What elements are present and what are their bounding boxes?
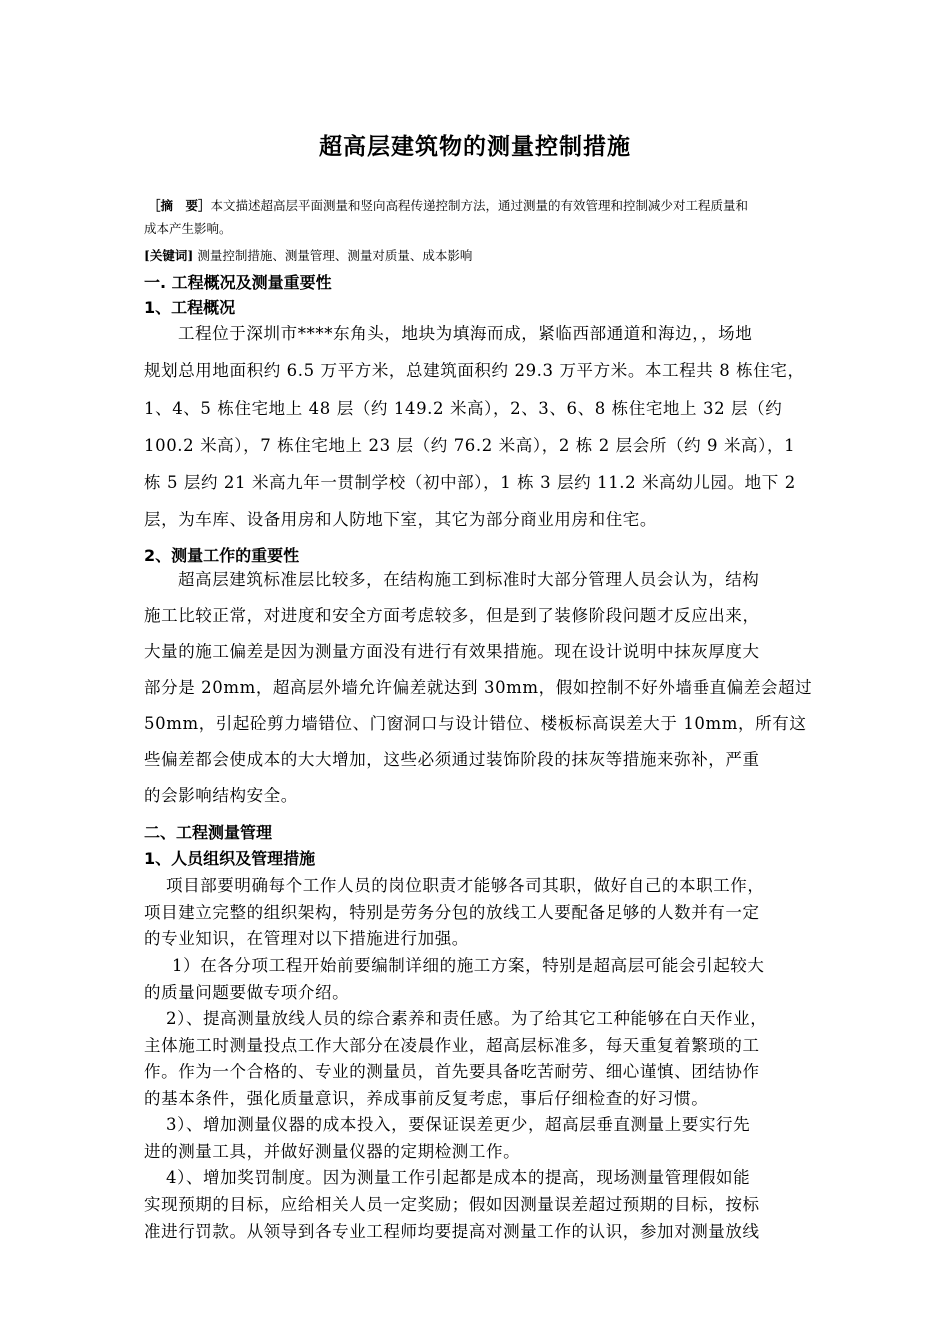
section-2-heading: 二、工程测量管理 [144,823,273,842]
paragraph-line: 的会影响结构安全。 [144,786,298,805]
section-2-1-heading: 1、人员组织及管理措施 [144,849,316,868]
paragraph-line: 部分是 20mm，超高层外墙允许偏差就达到 30mm，假如控制不好外墙垂直偏差会超过 [144,678,813,697]
paragraph-line: 主体施工时测量投点工作大部分在凌晨作业，超高层标准多，每天重复着繁琐的工 [144,1036,760,1055]
paragraph-line: 大量的施工偏差是因为测量方面没有进行有效果措施。现在设计说明中抹灰厚度大 [144,642,760,661]
paragraph-line: 的专业知识，在管理对以下措施进行加强。 [144,929,469,948]
paragraph-line: 的基本条件，强化质量意识，养成事前反复考虑，事后仔细检查的好习惯。 [144,1089,709,1108]
section-1-heading: 一. 工程概况及测量重要性 [144,273,332,292]
abstract-line-1 [148,195,748,217]
paragraph-line: 准进行罚款。从领导到各专业工程师均要提高对测量工作的认识，参加对测量放线 [144,1222,760,1241]
paragraph-line: 项目建立完整的组织架构，特别是劳务分包的放线工人要配备足够的人数并有一定 [144,903,760,922]
paragraph-line: 些偏差都会使成本的大大增加，这些必须通过装饰阶段的抹灰等措施来弥补，严重 [144,750,760,769]
paragraph-line: 50mm，引起砼剪力墙错位、门窗洞口与设计错位、楼板标高误差大于 10mm，所有这 [144,714,807,733]
paragraph-line: 超高层建筑标准层比较多，在结构施工到标准时大部分管理人员会认为，结构 [178,570,760,589]
paragraph-line: 作。作为一个合格的、专业的测量员，首先要具备吃苦耐劳、细心谨慎、团结协作 [144,1062,760,1081]
paragraph-line: 1）在各分项工程开始前要编制详细的施工方案，特别是超高层可能会引起较大 [172,956,765,975]
keywords-label: [关键词] [144,248,194,263]
page-title: 超高层建筑物的测量控制措施 [319,134,631,160]
paragraph-line: 进的测量工具，并做好测量仪器的定期检测工作。 [144,1142,521,1161]
section-1-1-heading: 1、工程概况 [144,298,236,317]
paragraph-line: 规划总用地面积约 6.5 万平方米，总建筑面积约 29.3 万平方米。本工程共 8 栋住宅， [144,361,805,380]
paragraph-line: 的质量问题要做专项介绍。 [144,983,350,1002]
paragraph-line: 2）、提高测量放线人员的综合素养和责任感。为了给其它工种能够在白天作业， [166,1009,768,1028]
paragraph-line: 实现预期的目标，应给相关人员一定奖励；假如因测量误差超过预期的目标，按标 [144,1195,760,1214]
keywords-text: 测量控制措施、测量管理、测量对质量、成本影响 [197,248,473,263]
paragraph-line: 项目部要明确每个工作人员的岗位职责才能够各司其职，做好自己的本职工作， [166,876,765,895]
paragraph-line: 1、4、5 栋住宅地上 48 层（约 149.2 米高），2、3、6、8 栋住宅地上 32 层（约 [144,399,783,418]
paragraph-line: 100.2 米高），7 栋住宅地上 23 层（约 76.2 米高），2 栋 2 层会所（约 9 米高），1 [144,436,796,455]
abstract-label: ［摘 要］ [148,198,211,213]
paragraph-line: 栋 5 层约 21 米高九年一贯制学校（初中部），1 栋 3 层约 11.2 米高幼儿园。地下 2 [144,473,796,492]
paragraph-line: 3）、增加测量仪器的成本投入，要保证误差更少，超高层垂直测量上要实行先 [166,1115,751,1134]
paragraph-line: 4）、增加奖罚制度。因为测量工作引起都是成本的提高，现场测量管理假如能 [166,1168,751,1187]
paragraph-line: 工程位于深圳市****东角头，地块为填海而成，紧临西部通道和海边，，场地 [178,324,753,343]
abstract-line-2: 成本产生影响。 [144,221,232,236]
paragraph-line: 层，为车库、设备用房和人防地下室，其它为部分商业用房和住宅。 [144,510,657,529]
paragraph-line: 施工比较正常，对进度和安全方面考虑较多，但是到了装修阶段问题才反应出来， [144,606,760,625]
abstract-text: 本文描述超高层平面测量和竖向高程传递控制方法，通过测量的有效管理和控制减少对工程质量和 [210,198,749,213]
section-1-2-heading: 2、测量工作的重要性 [144,546,300,565]
keywords-line [144,245,472,267]
